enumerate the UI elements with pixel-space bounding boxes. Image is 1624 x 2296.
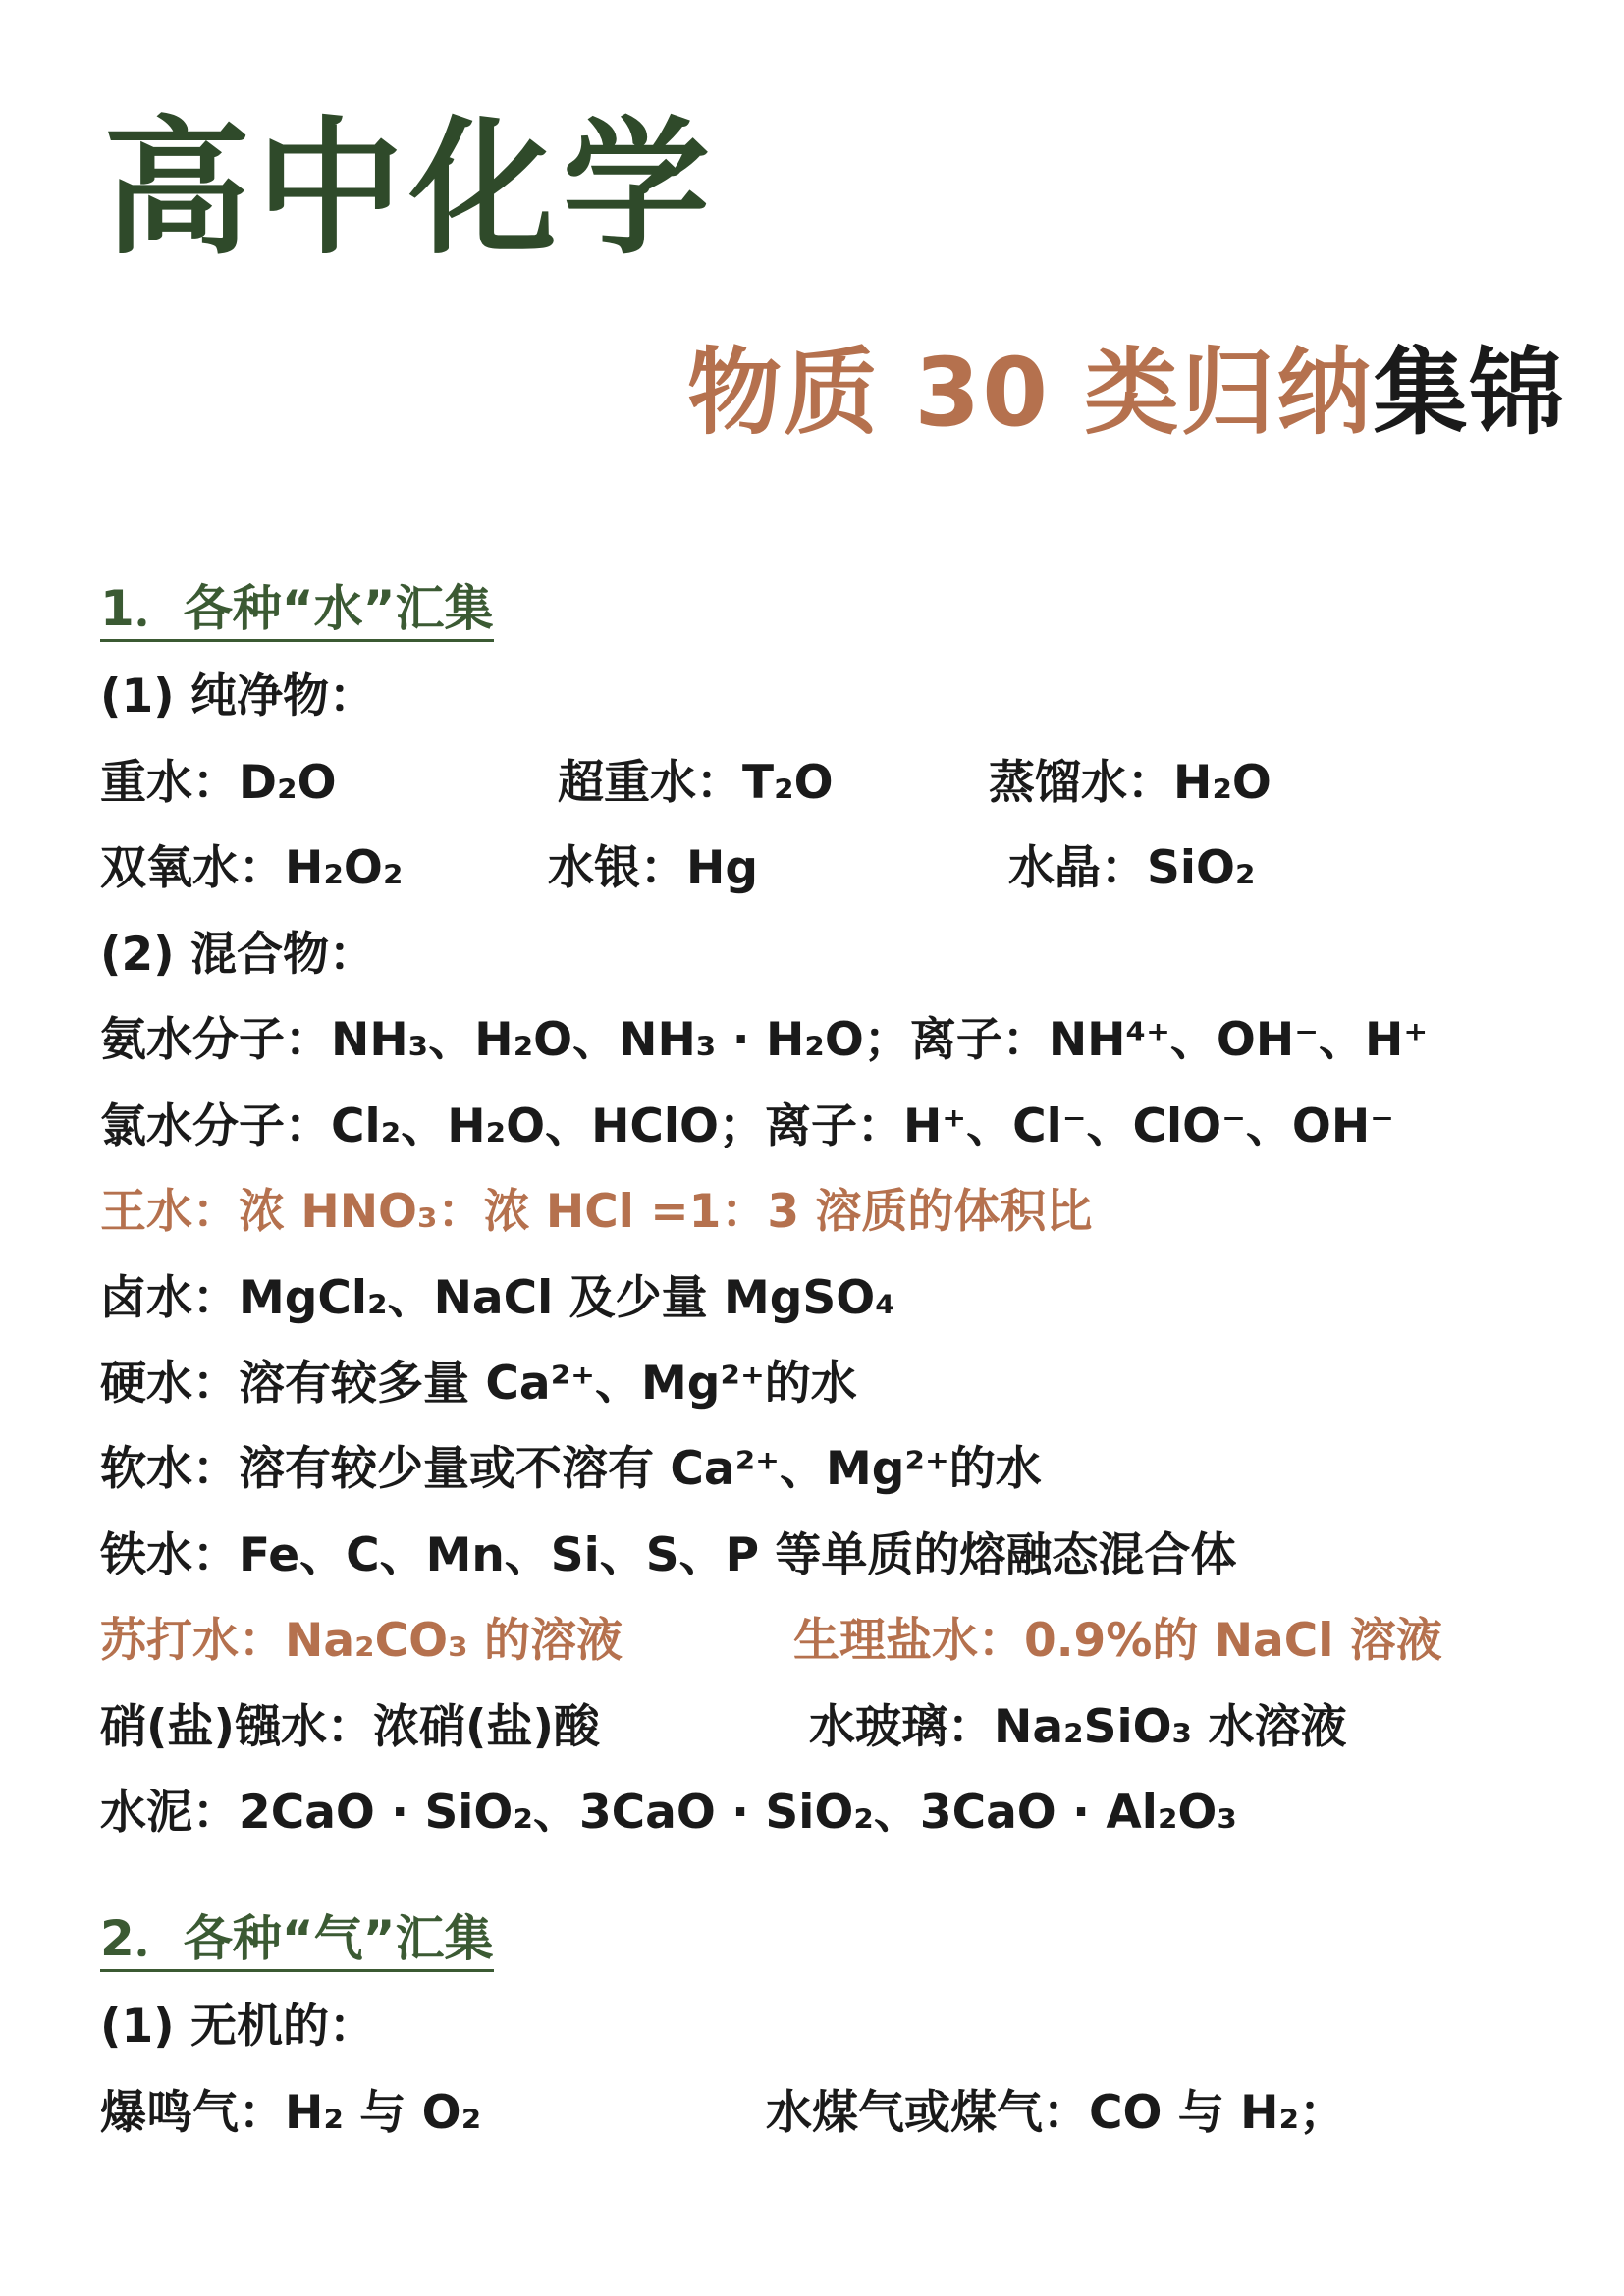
- nitric-acid-water-text: 硝(盐)镪水：浓硝(盐)酸: [100, 1700, 600, 1754]
- pure-item: [100, 839, 403, 898]
- soda-saline-row: [100, 1612, 1524, 1671]
- pure-row-2: [100, 839, 1524, 898]
- hard-water-line: 硬水：溶有较多量 Ca²⁺、Mg²⁺的水: [100, 1357, 857, 1411]
- saline-text: 生理盐水：0.9%的 NaCl 溶液: [793, 1614, 1442, 1668]
- pure-item-name: 超重水：: [558, 756, 742, 810]
- brine-line: 卤水：MgCl₂、NaCl 及少量 MgSO₄: [100, 1271, 895, 1325]
- pure-substance-label: (1) 纯净物：: [100, 669, 376, 723]
- inorganic-label: (1) 无机的：: [100, 2000, 376, 2054]
- pure-item: [100, 754, 337, 813]
- ammonia-water-line: 氨水分子：NH₃、H₂O、NH₃ · H₂O；离子：NH⁴⁺、OH⁻、H⁺: [100, 1013, 1429, 1067]
- chlorine-water-line: 氯水分子：Cl₂、H₂O、HClO；离子：H⁺、Cl⁻、ClO⁻、OH⁻: [100, 1099, 1394, 1153]
- section2-heading: [100, 1909, 494, 1968]
- section1-heading-text: 1．各种“水”汇集: [100, 580, 494, 637]
- pure-item-name: 双氧水：: [100, 841, 285, 895]
- pure-item: [548, 839, 758, 898]
- subtitle-dark: 集锦: [1373, 338, 1566, 448]
- page-title: 高中化学: [103, 104, 717, 275]
- pure-item-formula: T₂O: [742, 756, 834, 810]
- aqua-regia-line: 王水：浓 HNO₃：浓 HCl =1：3 溶质的体积比: [100, 1185, 1093, 1239]
- pure-row-1: [100, 754, 1524, 813]
- explosive-gas-text: 爆鸣气：H₂ 与 O₂: [100, 2086, 482, 2140]
- water-gas-text: 水煤气或煤气：CO 与 H₂；: [766, 2086, 1346, 2140]
- pure-item: [989, 754, 1272, 813]
- water-glass-text: 水玻璃：Na₂SiO₃ 水溶液: [809, 1700, 1347, 1754]
- acid-glass-row: [100, 1698, 1524, 1757]
- mixture-label: (2) 混合物：: [100, 928, 376, 982]
- pure-item-name: 水银：: [548, 841, 686, 895]
- soda-water-text: 苏打水：Na₂CO₃ 的溶液: [100, 1614, 623, 1668]
- soft-water-line: 软水：溶有较少量或不溶有 Ca²⁺、Mg²⁺的水: [100, 1442, 1042, 1496]
- molten-iron-line: 铁水：Fe、C、Mn、Si、S、P 等单质的熔融态混合体: [100, 1528, 1237, 1582]
- cement-line: 水泥：2CaO · SiO₂、3CaO · SiO₂、3CaO · Al₂O₃: [100, 1786, 1237, 1840]
- subtitle-colored: 物质 30 类归纳: [687, 338, 1374, 448]
- pure-item-formula: H₂O: [1173, 756, 1272, 810]
- pure-item-formula: H₂O₂: [285, 841, 404, 895]
- pure-item-name: 水晶：: [1008, 841, 1147, 895]
- gas-row: [100, 2084, 1524, 2143]
- page-subtitle: [687, 338, 1566, 448]
- pure-item: [558, 754, 834, 813]
- pure-item-formula: Hg: [686, 841, 758, 895]
- pure-item-name: 蒸馏水：: [989, 756, 1173, 810]
- pure-item-formula: SiO₂: [1147, 841, 1256, 895]
- section2-heading-text: 2．各种“气”汇集: [100, 1910, 494, 1967]
- pure-item-name: 重水：: [100, 756, 239, 810]
- section2-underline: [100, 1969, 494, 1972]
- section1-heading: [100, 579, 494, 638]
- section1-underline: [100, 639, 494, 642]
- pure-item-formula: D₂O: [239, 756, 337, 810]
- pure-item: [1008, 839, 1256, 898]
